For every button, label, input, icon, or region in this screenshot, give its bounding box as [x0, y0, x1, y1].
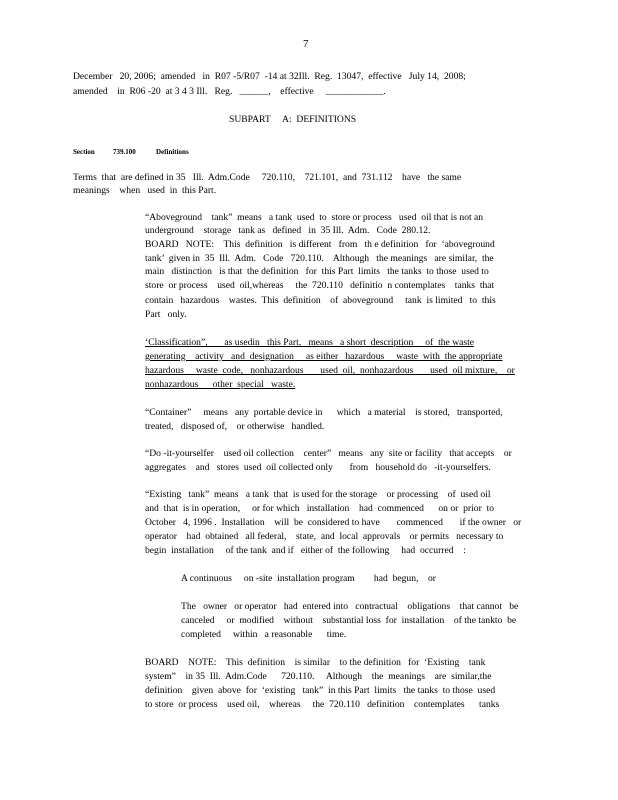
- def-line-inserted: generating activity and designation as either hazardous waste with the appropriate: [145, 351, 503, 362]
- def-line: aggregates and stores used oil collected only from household do -it-yourselfers.: [145, 462, 491, 473]
- def-line-inserted: ‘Classification”, as usedin this Part, means a short description of the waste: [145, 337, 475, 348]
- def-line: begin installation of the tank and if either of the following had occurred :: [145, 545, 466, 556]
- note-line: BOARD NOTE: This definition is similar to the definition for ‘Existing tank: [145, 657, 486, 668]
- note-line: system” in 35 Ill. Adm.Code 720.110. Although the meanings are similar,the: [145, 671, 492, 682]
- def-line: BOARD NOTE: This definition is different from th e definition for ‘aboveground: [145, 239, 495, 250]
- def-line: main distinction is that the definition for this Part limits the tanks to those used to: [145, 266, 489, 277]
- def-line: store or process used oil,whereas the 720.110 definitio n contemplates tanks that: [145, 280, 495, 291]
- section-label: Section: [73, 148, 95, 156]
- source-note-line: December 20, 2006; amended in R07 -5/R07 -14 at 32Ill. Reg. 13047, effective July 14, 2008;: [73, 71, 466, 82]
- def-line: underground storage tank as defined in 35 Ill. Adm. Code 280.12.: [145, 225, 431, 236]
- list-item-line: canceled or modified without substantial loss for installation of the tankto be: [181, 615, 517, 626]
- def-line: “Aboveground tank” means a tank used to store or process used oil that is not an: [145, 212, 484, 223]
- def-line-inserted: nonhazardous other special waste.: [145, 379, 296, 390]
- def-line: Part only.: [145, 309, 187, 320]
- section-number: 739.100: [113, 148, 136, 156]
- note-line: definition given above for ‘existing tank” in this Part limits the tanks to those used: [145, 685, 496, 696]
- def-line: contain hazardous wastes. This definition of aboveground tank is limited to this: [145, 295, 496, 306]
- section-title: Definitions: [156, 148, 189, 156]
- def-line-inserted: hazardous waste code, nonhazardous used oil, nonhazardous used oil mixture, or: [145, 365, 515, 376]
- def-line: “Do -it-yourselfer used oil collection center” means any site or facility that accepts or: [145, 448, 512, 459]
- list-item-line: The owner or operator had entered into contractual obligations that cannot be: [181, 601, 519, 612]
- subpart-heading: SUBPART A: DEFINITIONS: [229, 114, 357, 125]
- def-line: October 4, 1996 . Installation will be considered to have commenced if the owner or: [145, 517, 522, 528]
- page-number: 7: [303, 38, 309, 50]
- intro-line: Terms that are defined in 35 Ill. Adm.Code 720.110, 721.101, and 731.112 have the same: [73, 172, 462, 183]
- list-item-line: completed within a reasonable time.: [181, 629, 347, 640]
- def-line: operator had obtained all federal, state, and local approvals or permits necessary to: [145, 531, 504, 542]
- source-note-line: amended in R06 -20 at 3 4 3 Ill. Reg. ______, effective ____________.: [73, 86, 386, 97]
- def-line: and that is in operation, or for which installation had commenced on or prior to: [145, 503, 495, 514]
- intro-line: meanings when used in this Part.: [73, 185, 217, 196]
- list-item: A continuous on -site installation program had begun, or: [181, 573, 436, 584]
- def-line: tank’ given in 35 Ill. Adm. Code 720.110. Although the meanings are similar, the: [145, 253, 494, 264]
- def-line: “Container” means any portable device in which a material is stored, transported,: [145, 407, 503, 418]
- note-line: to store or process used oil, whereas the 720.110 definition contemplates tanks: [145, 699, 500, 710]
- def-line: “Existing tank” means a tank that is used for the storage or processing of used oil: [145, 489, 491, 500]
- def-line: treated, disposed of, or otherwise handled.: [145, 421, 325, 432]
